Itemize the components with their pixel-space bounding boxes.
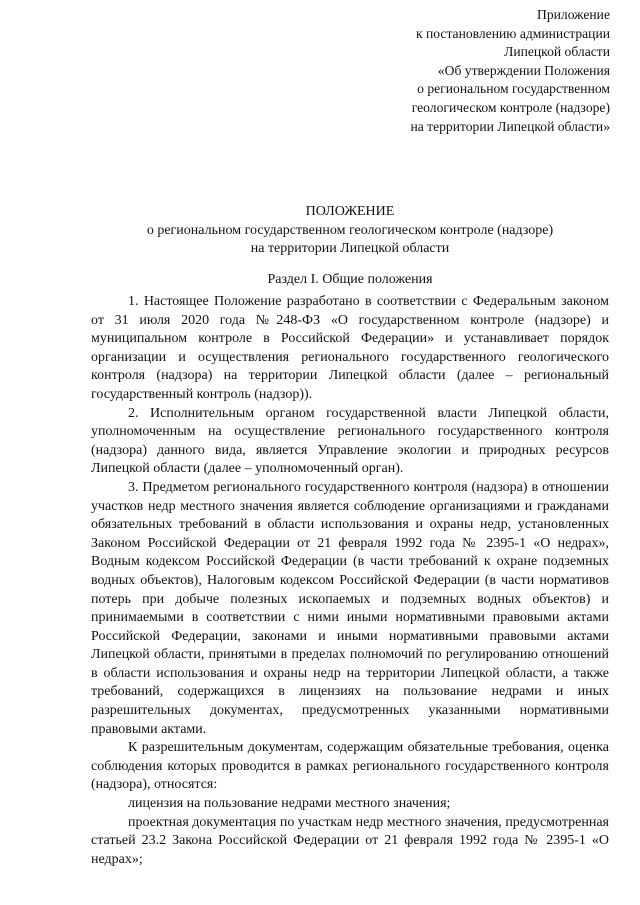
appendix-line: о региональном государственном xyxy=(417,81,610,97)
document-title xyxy=(60,203,640,259)
paragraph-permits-intro: К разрешительным документам, содержащим обязательные требования, оценка соблюдения которых проводится в рамках регионального государственного контроля (надзора), относятся: xyxy=(91,740,609,793)
section-title: Раздел I. Общие положения xyxy=(267,272,433,287)
appendix-line: к постановлению администрации xyxy=(416,25,610,41)
document-body xyxy=(91,293,609,869)
appendix-line: Приложение xyxy=(537,7,610,22)
title-heading: ПОЛОЖЕНИЕ xyxy=(305,204,395,219)
paragraph-2: 2. Исполнительным органом государственной власти Липецкой области, уполномоченным на осуществление регионального государственного контроля (надзора) данного вида, является Управление экологии и природных ресурсов Липецкой области (далее – уполномоченный орган). xyxy=(91,405,609,477)
paragraph-1: 1. Настоящее Положение разработано в соответствии с Федеральным законом от 31 июля 2020 года №248-ФЗ «О государственном контроле (надзоре) и муниципальном контроле в Российской Федерации» и устанавливает порядок организации и осуществления регионального государственного геологического контроля (надзора) на территории Липецкой области (далее – региональный государственный контроль (надзор)). xyxy=(91,294,609,402)
paragraph-license: лицензия на пользование недрами местного значения; xyxy=(128,796,451,812)
appendix-block xyxy=(310,6,610,136)
appendix-line: геологическом контроле (надзоре) xyxy=(411,99,610,115)
appendix-line: «Об утверждении Положения xyxy=(437,62,610,78)
appendix-line: на территории Липецкой области» xyxy=(410,118,610,134)
title-subtitle-line1: о региональном государственном геологическом контроле (надзоре) xyxy=(146,222,554,238)
title-subtitle-line2: на территории Липецкой области xyxy=(250,241,450,257)
paragraph-3: 3. Предметом регионального государственного контроля (надзора) в отношении участков недр местного значения является соблюдение организациями и гражданами обязательных требований в области использования и охраны недр, установленных Законом Российской Федерации от 21 февраля 1992 года № 2395-1 «О недрах», Водным кодексом Российской Федерации (в части требований к охране подземных водных объектов), Налоговым кодексом Российской Федерации (в части нормативов потерь при добыче полезных ископаемых и подземных водных объектов) и принимаемыми в соответствии с ними иными нормативными правовыми актами Российской Федерации, законами и иными нормативными правовыми актами Липецкой области, принятыми в пределах полномочий по регулированию отношений в области использования и охраны недр на территории Липецкой области, а также требований, содержащихся в лицензиях на пользование недрами и иных разрешительных документах, предусмотренных указанными нормативными правовыми актами. xyxy=(91,479,609,737)
appendix-line: Липецкой области xyxy=(504,44,610,60)
paragraph-project-docs: проектная документация по участкам недр местного значения, предусмотренная статьей 23.2 Закона Российской Федерации от 21 февраля 1992 года № 2395-1 «О недрах»; xyxy=(91,814,609,867)
